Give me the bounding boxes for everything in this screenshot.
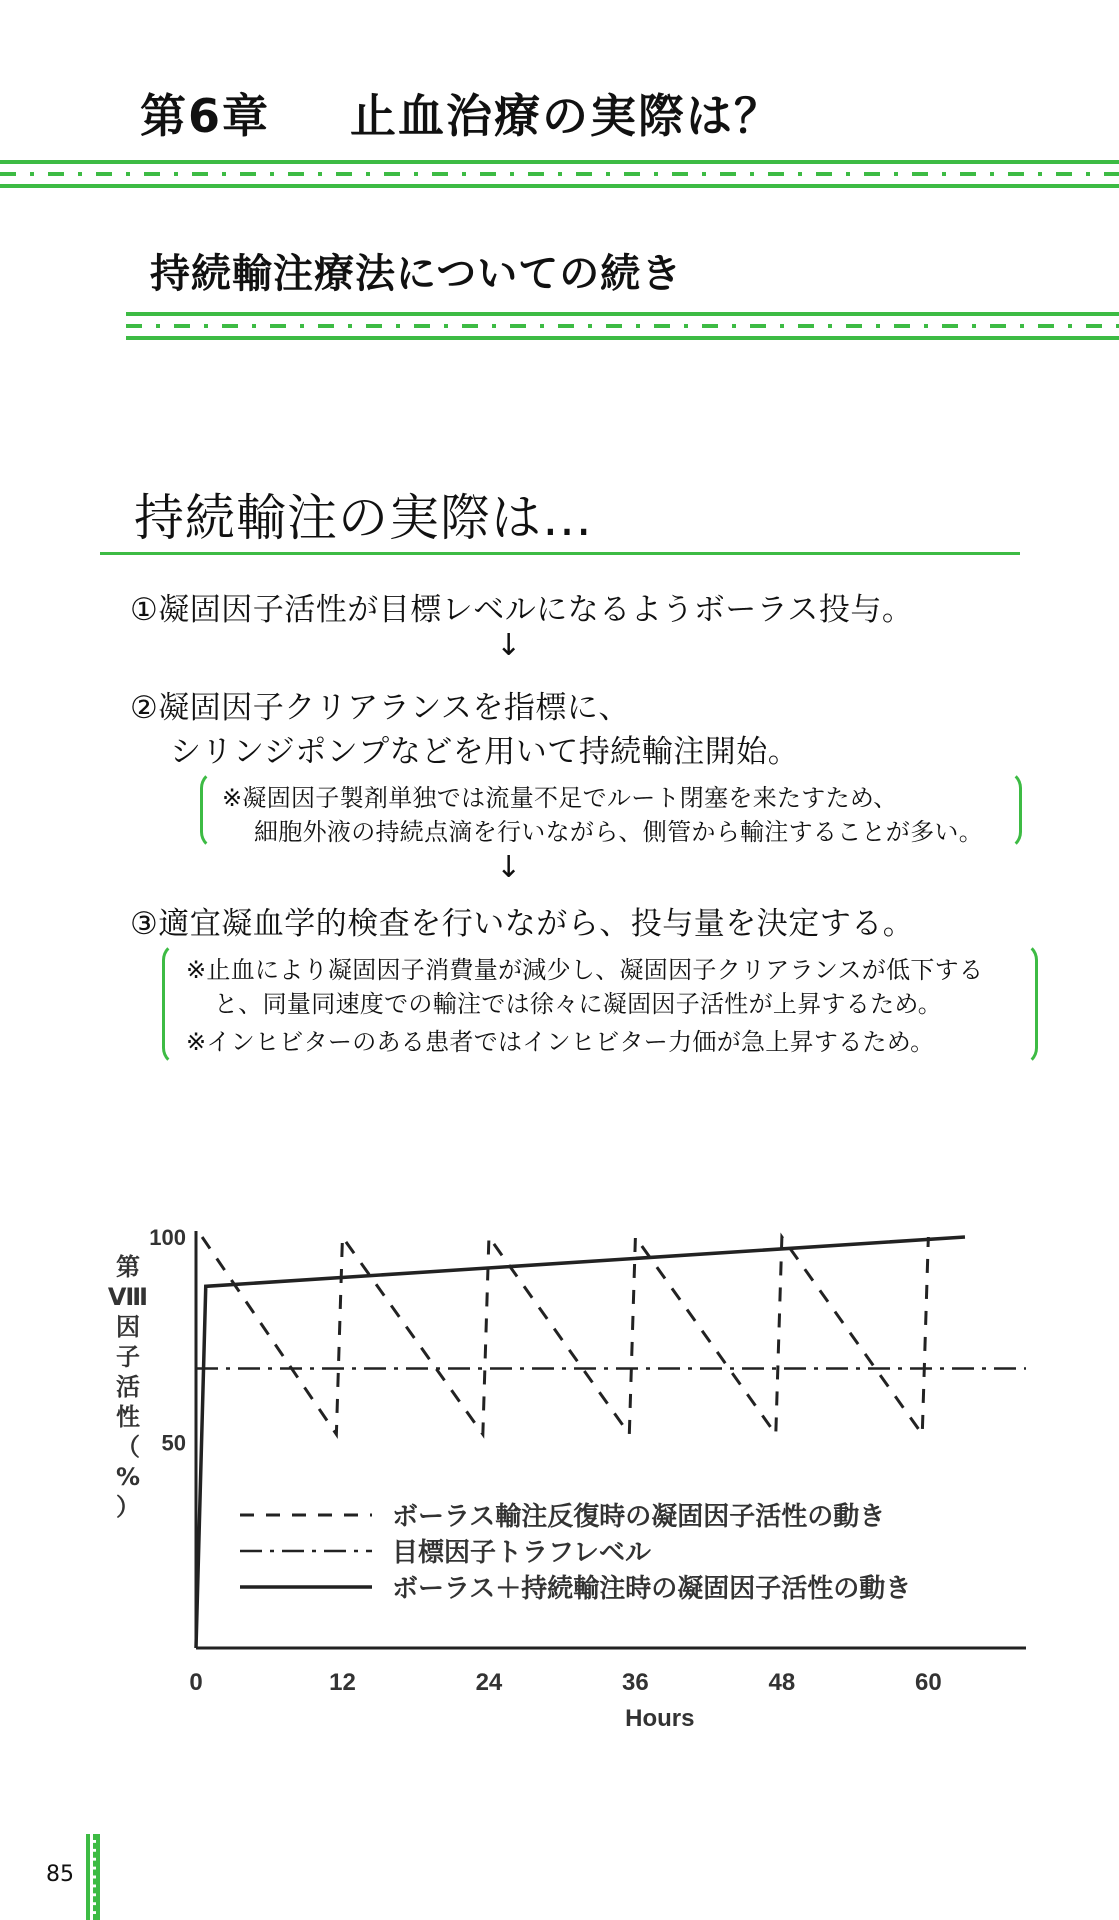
factor-activity-chart — [100, 1215, 1040, 1735]
step-3: ③適宜凝血学的検査を行いながら、投与量を決定する。 — [130, 906, 915, 942]
section-title: 持続輸注の実際は… — [134, 489, 593, 547]
note-3-line-2: と、同量同速度での輸注では徐々に凝固因子活性が上昇するため。 — [214, 990, 943, 1018]
y-axis-label-char: ） — [116, 1493, 140, 1521]
arrow-down-2: ↓ — [496, 850, 522, 885]
y-tick-label: 50 — [161, 1430, 186, 1456]
x-tick-label: 36 — [622, 1669, 649, 1696]
x-tick-label: 48 — [768, 1669, 796, 1696]
note-3-line-3: ※インヒビターのある患者ではインヒビター力価が急上昇するため。 — [186, 1028, 935, 1056]
series-line-1 — [202, 1237, 928, 1434]
step-1: ①凝固因子活性が目標レベルになるようボーラス投与。 — [130, 592, 914, 628]
chapter-heading — [140, 80, 782, 146]
x-tick-label: 24 — [475, 1669, 503, 1696]
x-tick-label: 0 — [189, 1669, 203, 1696]
page-subtitle: 持続輸注療法についての続き — [150, 251, 683, 297]
chapter-divider — [0, 160, 1119, 188]
page-number: 85 — [46, 1862, 74, 1887]
y-axis-label-char: Ⅷ — [107, 1283, 149, 1311]
y-tick-label: 100 — [149, 1225, 186, 1250]
page-edge-marker — [86, 1834, 100, 1920]
step-2-line-2: シリンジポンプなどを用いて持続輸注開始。 — [170, 734, 800, 770]
y-axis-label-char: % — [115, 1463, 141, 1491]
section-underline — [100, 552, 1020, 555]
note-2-line-2: 細胞外液の持続点滴を行いながら、側管から輸注することが多い。 — [254, 818, 983, 846]
note-3-line-1: ※止血により凝固因子消費量が減少し、凝固因子クリアランスが低下する — [186, 956, 984, 984]
y-axis-label-char: 活 — [116, 1373, 140, 1401]
chart-labels — [108, 1225, 942, 1732]
subtitle-divider — [126, 312, 1119, 340]
chapter-title: 止血治療の実際は？ — [350, 89, 782, 143]
y-axis-label-char: 子 — [116, 1343, 140, 1371]
y-axis-label-char: 因 — [116, 1313, 140, 1341]
y-axis-label-char: 性 — [116, 1403, 140, 1431]
x-tick-label: 12 — [329, 1669, 356, 1696]
chapter-number: 第6章 — [140, 89, 271, 143]
x-axis-label: Hours — [625, 1705, 695, 1732]
y-axis-label-char: 第 — [116, 1253, 140, 1281]
step-2-line-1: ②凝固因子クリアランスを指標に、 — [130, 690, 630, 726]
note-2-line-1: ※凝固因子製剤単独では流量不足でルート閉塞を来たすため、 — [222, 784, 898, 812]
legend-label-1: ボーラス輸注反復時の凝固因子活性の動き — [392, 1502, 886, 1532]
legend-label-2: 目標因子トラフレベル — [392, 1538, 651, 1568]
y-axis-label-char: （ — [116, 1433, 140, 1461]
chart-legend — [240, 1502, 911, 1604]
legend-label-3: ボーラス＋持続輸注時の凝固因子活性の動き — [392, 1574, 912, 1604]
arrow-down-1: ↓ — [496, 628, 522, 663]
x-tick-label: 60 — [915, 1669, 942, 1696]
